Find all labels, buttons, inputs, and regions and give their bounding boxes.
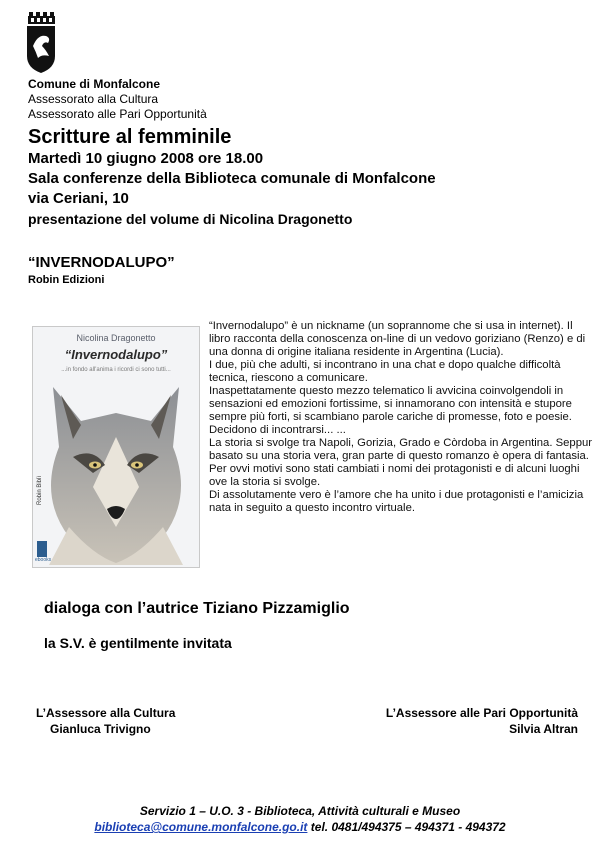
description-paragraph: I due, più che adulti, si incontrano in una chat e dopo qualche difficoltà tecnica, riescono a comunicare. (209, 359, 561, 384)
book-publisher: Robin Edizioni (28, 274, 105, 286)
description-paragraph: Inaspettatamente questo mezzo telematico li avvicina coinvolgendoli in sensazioni ed emozioni fortissime, si innamorano con intensità e stupore sempre più forti, si scambiano parole cariche di promesse, foto e poesie. Decidono di incontrarsi... ... (209, 385, 572, 436)
footer-contacts (0, 819, 600, 835)
department-culture: Assessorato alla Cultura (28, 92, 159, 106)
event-presentation: presentazione del volume di Nicolina Dragonetto (28, 211, 353, 227)
event-block (28, 125, 436, 229)
signature-culture (36, 705, 175, 737)
signature-name: Silvia Altran (509, 722, 578, 736)
event-date: Martedì 10 giugno 2008 ore 18.00 (28, 150, 264, 167)
invitation-line: la S.V. è gentilmente invitata (44, 635, 232, 651)
department-equal-opportunities: Assessorato alle Pari Opportunità (28, 107, 207, 121)
signature-role: L’Assessore alla Cultura (36, 706, 176, 720)
cover-tagline: ...in fondo all'anima i ricordi ci sono tutti... (61, 367, 171, 373)
book-description (209, 320, 597, 515)
cover-spine: Robin Biblì (37, 475, 43, 505)
wolf-illustration (33, 377, 199, 567)
cover-author: Nicolina Dragonetto (76, 333, 156, 343)
municipality-name: Comune di Monfalcone (28, 77, 160, 91)
coat-of-arms-icon (24, 12, 58, 74)
footer-phone: tel. 0481/494375 – 494371 - 494372 (307, 820, 506, 834)
footer-service: Servizio 1 – U.O. 3 - Biblioteca, Attività culturali e Museo (139, 804, 461, 818)
book-cover (32, 326, 200, 568)
dialogue-line: dialoga con l’autrice Tiziano Pizzamiglio (44, 600, 350, 617)
event-address: via Ceriani, 10 (28, 190, 129, 207)
event-title: Scritture al femminile (28, 126, 232, 148)
description-paragraph: La storia si svolge tra Napoli, Gorizia, Grado e Còrdoba in Argentina. Seppur basato su una storia vera, gran parte di questo romanzo è opera di fantasia. (209, 437, 593, 462)
description-paragraph: “Invernodalupo” è un nickname (un soprannome che si usa in internet). Il libro racconta della conoscenza on-line di un vedovo goriziano (Renzo) e di una donna di origine italiana residente in Argentina (Lucia). (209, 320, 586, 358)
cover-title: “Invernodalupo” (64, 347, 168, 362)
description-paragraph: Di assolutamente vero è l’amore che ha unito i due protagonisti e l’amicizia nata in seguito a questo incontro virtuale. (209, 489, 584, 514)
book-title: “INVERNODALUPO” (28, 254, 175, 271)
signature-role: L’Assessore alle Pari Opportunità (385, 706, 578, 720)
footer (0, 803, 600, 835)
event-venue: Sala conferenze della Biblioteca comunale di Monfalcone (28, 170, 436, 187)
signature-name: Gianluca Trivigno (50, 722, 151, 736)
issuer-block (28, 77, 207, 122)
description-paragraph: Per ovvi motivi sono stati cambiati i nomi dei protagonisti e di alcuni luoghi ove la storia si svolge. (209, 463, 580, 488)
signature-equal-opportunities (386, 705, 578, 737)
email-link[interactable]: biblioteca@comune.monfalcone.go.it (94, 820, 308, 834)
cover-ebook-label: ebooks (35, 557, 52, 563)
ebook-icon (37, 541, 47, 557)
